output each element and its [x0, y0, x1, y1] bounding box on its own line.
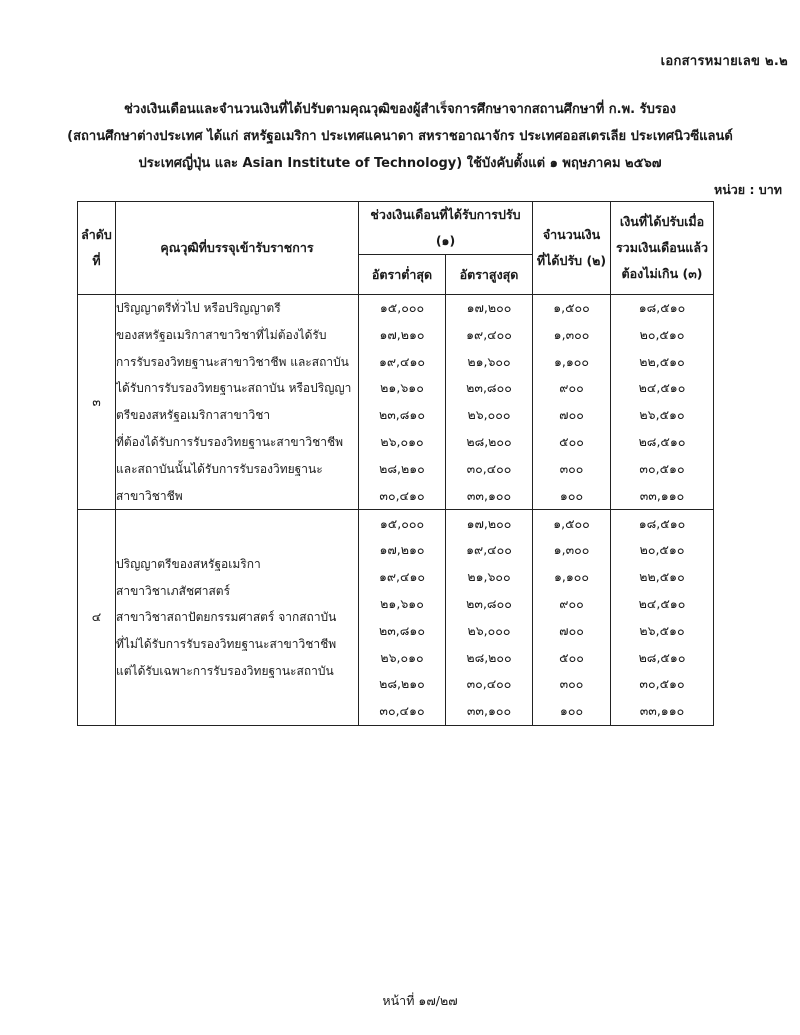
max-rate-value: ๒๓,๘๐๐	[466, 380, 512, 396]
min-rate-value: ๒๑,๖๑๐	[380, 380, 424, 396]
adjust-amount-value: ๑,๓๐๐	[553, 326, 590, 342]
header-cap-line: รวมเงินเดือนแล้ว	[615, 240, 709, 255]
description-line: ปริญญาตรีทั่วไป หรือปริญญาตรี	[116, 301, 281, 315]
max-rate-value: ๒๑,๖๐๐	[467, 569, 511, 585]
adjust-amount-value: ๙๐๐	[559, 596, 584, 612]
description-line: และสถาบันนั้นได้รับการรับรองวิทยฐานะ	[116, 461, 323, 476]
adjust-amount-value: ๑,๓๐๐	[553, 542, 590, 558]
row-description	[116, 510, 359, 726]
max-rate-value: ๓๐,๔๐๐	[466, 460, 512, 476]
adjust-amount-column	[533, 295, 611, 510]
cap-total-value: ๓๓,๑๑๐	[639, 703, 685, 719]
min-rate-value: ๑๙,๔๑๐	[378, 569, 426, 585]
adjust-amount-value: ๓๐๐	[559, 676, 584, 692]
header-cap-line: เงินที่ได้ปรับเมื่อ	[619, 214, 705, 229]
description-line: การรับรองวิทยฐานะสาขาวิชาชีพ และสถาบัน	[116, 354, 349, 369]
max-rate-value: ๑๙,๔๐๐	[466, 326, 512, 342]
max-rate-value: ๒๓,๘๐๐	[466, 596, 512, 612]
max-rate-value: ๓๐,๔๐๐	[466, 676, 512, 692]
document-title	[0, 96, 800, 177]
header-seq	[78, 202, 116, 295]
title-line: ประเทศญี่ปุ่น และ Asian Institute of Technology) ใช้บังคับตั้งแต่ ๑ พฤษภาคม ๒๕๖๗	[138, 156, 662, 171]
min-rate-value: ๒๓,๘๑๐	[379, 407, 425, 423]
cap-total-value: ๒๐,๕๑๐	[639, 326, 685, 342]
header-salary-range: ช่วงเงินเดือนที่ได้รับการปรับ (๑)	[359, 202, 533, 255]
page-footer	[0, 991, 800, 1011]
min-rate-value: ๒๖,๐๑๐	[380, 433, 424, 449]
description-line: ที่ต้องได้รับการรับรองวิทยฐานะสาขาวิชาชีพ	[116, 434, 344, 449]
max-rate-value: ๓๓,๑๐๐	[466, 703, 512, 719]
max-rate-value: ๓๓,๑๐๐	[466, 487, 512, 503]
min-rate-value: ๒๓,๘๑๐	[379, 622, 425, 638]
min-rate-value: ๑๗,๒๑๐	[379, 326, 425, 342]
title-line: (สถานศึกษาต่างประเทศ ได้แก่ สหรัฐอเมริกา ประเทศแคนาดา สหราชอาณาจักร ประเทศออสเตรเลีย ประเทศนิวซีแลนด์	[67, 129, 733, 144]
adjust-amount-value: ๓๐๐	[559, 460, 584, 476]
min-rate-value: ๓๐,๔๑๐	[379, 703, 425, 719]
max-rate-value: ๑๙,๔๐๐	[466, 542, 512, 558]
max-rate-value: ๑๗,๒๐๐	[466, 300, 512, 315]
cap-total-value: ๒๒,๕๑๐	[639, 569, 685, 585]
adjust-amount-column	[533, 510, 611, 726]
cap-total-value: ๒๖,๕๑๐	[639, 622, 685, 638]
adjust-amount-value: ๕๐๐	[559, 649, 584, 665]
max-rate-value: ๒๑,๖๐๐	[467, 353, 511, 369]
max-rate-value: ๒๘,๒๐๐	[466, 649, 512, 665]
min-rate-value: ๒๑,๖๑๐	[380, 596, 424, 612]
row-description	[116, 295, 359, 510]
header-min-rate: อัตราต่ำสุด	[359, 255, 446, 295]
adjust-amount-value: ๑,๑๐๐	[553, 353, 590, 369]
cap-total-value: ๑๘,๕๑๐	[638, 515, 686, 531]
cap-total-value: ๒๔,๕๑๐	[638, 380, 686, 396]
description-line: ปริญญาตรีของสหรัฐอเมริกา	[116, 556, 261, 571]
max-rate-value: ๒๘,๒๐๐	[466, 433, 512, 449]
header-seq-line: ที่	[92, 253, 101, 268]
description-line: ที่ไม่ได้รับการรับรองวิทยฐานะสาขาวิชาชีพ	[116, 637, 337, 652]
salary-adjustment-table	[77, 201, 714, 726]
adjust-amount-value: ๗๐๐	[559, 407, 584, 423]
header-adjust-line: จำนวนเงิน	[542, 227, 601, 242]
row-seq	[78, 510, 116, 726]
min-rate-value: ๑๙,๔๑๐	[378, 353, 426, 369]
cap-total-column	[611, 295, 714, 510]
seq-number: ๔	[91, 609, 102, 625]
cap-total-value: ๓๓,๑๑๐	[639, 487, 685, 503]
max-rate-value: ๑๗,๒๐๐	[466, 515, 512, 531]
cap-total-value: ๒๐,๕๑๐	[639, 542, 685, 558]
max-rate-value: ๒๖,๐๐๐	[467, 622, 511, 638]
min-rate-value: ๑๕,๐๐๐	[379, 300, 425, 315]
header-max-rate: อัตราสูงสุด	[446, 255, 533, 295]
description-line: แต่ได้รับเฉพาะการรับรองวิทยฐานะสถาบัน	[116, 664, 334, 679]
header-cap-total	[611, 202, 714, 295]
document-reference-number: เอกสารหมายเลข ๒.๒	[660, 54, 788, 69]
min-rate-column	[359, 295, 446, 510]
header-qualification: คุณวุฒิที่บรรจุเข้ารับราชการ	[116, 202, 359, 295]
adjust-amount-value: ๑๐๐	[559, 487, 584, 503]
cap-total-value: ๒๖,๕๑๐	[639, 407, 685, 423]
max-rate-column	[446, 510, 533, 726]
header-seq-line: ลำดับ	[81, 227, 112, 242]
table-row	[78, 295, 714, 510]
adjust-amount-value: ๗๐๐	[559, 622, 584, 638]
description-line: ของสหรัฐอเมริกาสาขาวิชาที่ไม่ต้องได้รับ	[116, 327, 327, 342]
min-rate-value: ๒๘,๒๑๐	[379, 460, 425, 476]
adjust-amount-value: ๕๐๐	[559, 433, 584, 449]
adjust-amount-value: ๑,๕๐๐	[553, 515, 590, 531]
cap-total-value: ๒๒,๕๑๐	[639, 353, 685, 369]
cap-total-value: ๑๘,๕๑๐	[638, 300, 686, 315]
adjust-amount-value: ๙๐๐	[559, 380, 584, 396]
cap-total-value: ๓๐,๕๑๐	[639, 460, 685, 476]
title-line: ช่วงเงินเดือนและจำนวนเงินที่ได้ปรับตามคุณวุฒิของผู้สำเร็จการศึกษาจากสถานศึกษาที่ ก.พ. รับรอง	[123, 102, 677, 117]
description-line: ตรีของสหรัฐอเมริกาสาขาวิชา	[116, 408, 271, 423]
cap-total-column	[611, 510, 714, 726]
adjust-amount-value: ๑,๕๐๐	[553, 300, 590, 315]
page-number: หน้าที่ ๑๗/๒๗	[382, 993, 458, 1008]
header-adjust-amount	[533, 202, 611, 295]
description-line: สาขาวิชาชีพ	[116, 488, 183, 503]
min-rate-value: ๒๘,๒๑๐	[379, 676, 425, 692]
table-row	[78, 510, 714, 726]
cap-total-value: ๒๔,๕๑๐	[638, 596, 686, 612]
description-line: ได้รับการรับรองวิทยฐานะสถาบัน หรือปริญญา	[116, 381, 352, 396]
min-rate-value: ๒๖,๐๑๐	[380, 649, 424, 665]
cap-total-value: ๒๘,๕๑๐	[638, 649, 686, 665]
header-cap-line: ต้องไม่เกิน (๓)	[621, 266, 703, 281]
min-rate-value: ๓๐,๔๑๐	[379, 487, 425, 503]
min-rate-value: ๑๕,๐๐๐	[379, 515, 425, 531]
seq-number: ๓	[92, 393, 101, 409]
adjust-amount-value: ๑๐๐	[559, 703, 584, 719]
max-rate-value: ๒๖,๐๐๐	[467, 407, 511, 423]
min-rate-column	[359, 510, 446, 726]
max-rate-column	[446, 295, 533, 510]
row-seq	[78, 295, 116, 510]
description-line: สาขาวิชาสถาปัตยกรรมศาสตร์ จากสถาบัน	[116, 610, 337, 625]
adjust-amount-value: ๑,๑๐๐	[553, 569, 590, 585]
header-adjust-line: ที่ได้ปรับ (๒)	[536, 253, 607, 268]
cap-total-value: ๓๐,๕๑๐	[639, 676, 685, 692]
min-rate-value: ๑๗,๒๑๐	[379, 542, 425, 558]
description-line: สาขาวิชาเภสัชศาสตร์	[116, 583, 231, 598]
unit-label: หน่วย : บาท	[713, 182, 782, 197]
cap-total-value: ๒๘,๕๑๐	[638, 433, 686, 449]
